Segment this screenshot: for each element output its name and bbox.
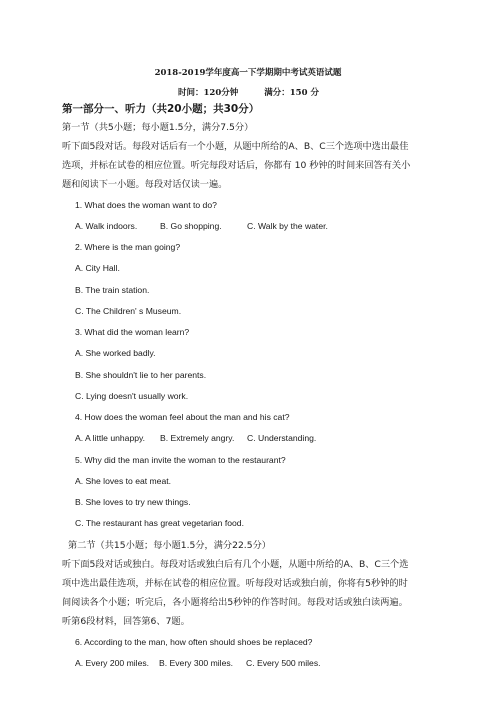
section2-instruction-line: 项中选出最佳选项，并标在试卷的相应位置。听每段对话或独白前，你将有5秒钟的时 bbox=[62, 578, 408, 589]
exam-time: 时间：120分钟 bbox=[178, 88, 239, 98]
option: B. Extremely angry. bbox=[160, 433, 235, 443]
option: A. Every 200 miles. bbox=[75, 658, 150, 668]
option: B. The train station. bbox=[75, 285, 150, 295]
option: B. She shouldn't lie to her parents. bbox=[75, 370, 207, 380]
option: C. Every 500 miles. bbox=[246, 658, 321, 668]
option: A. Walk indoors. bbox=[75, 221, 138, 231]
exam-title: 2018-2019学年度高一下学期期中考试英语试题 bbox=[154, 68, 342, 78]
section1-instruction-line: 选项，并标在试卷的相应位置。听完每段对话后，你都有 10 秒钟的时间来回答有关小 bbox=[62, 160, 411, 171]
option: A. City Hall. bbox=[75, 263, 120, 273]
section1-title: 第一节（共5小题；每小题1.5分，满分7.5分） bbox=[62, 122, 254, 133]
option-row bbox=[75, 658, 321, 668]
option: A. A little unhappy. bbox=[75, 433, 146, 443]
question-stem: 6. According to the man, how often should shoes be replaced? bbox=[75, 637, 313, 647]
option-row bbox=[75, 221, 328, 231]
question-stem: 3. What did the woman learn? bbox=[75, 327, 190, 337]
option: B. Every 300 miles. bbox=[159, 658, 234, 668]
option: B. Go shopping. bbox=[160, 221, 222, 231]
option: C. Understanding. bbox=[247, 433, 317, 443]
section2-instruction-line: 听第6段材料，回答第6、7题。 bbox=[62, 616, 190, 627]
section2-instruction-line: 听下面5段对话或独白。每段对话或独白后有几个小题，从题中所给的A、B、C三个选 bbox=[62, 559, 409, 570]
section1-instruction-line: 听下面5段对话。每段对话后有一个小题，从题中所给的A、B、C三个选项中选出最佳 bbox=[62, 141, 409, 152]
section2-instruction-line: 间阅读各个小题；听完后，各小题将给出5秒钟的作答时间。每段对话或独白读两遍。 bbox=[62, 597, 408, 608]
section2-title: 第二节（共15小题；每小题1.5分，满分22.5分） bbox=[68, 540, 271, 551]
option: C. The restaurant has great vegetarian food. bbox=[75, 518, 244, 528]
question-stem: 5. Why did the man invite the woman to the restaurant? bbox=[75, 455, 286, 465]
exam-score: 满分：150 分 bbox=[264, 88, 319, 98]
option: C. Lying doesn't usually work. bbox=[75, 391, 189, 401]
option: C. The Children' s Museum. bbox=[75, 306, 182, 316]
part1-heading: 第一部分一、听力（共20小题；共30分） bbox=[62, 103, 260, 115]
option: A. She loves to eat meat. bbox=[75, 476, 172, 486]
option: B. She loves to try new things. bbox=[75, 497, 191, 507]
question-stem: 2. Where is the man going? bbox=[75, 242, 181, 252]
question-stem: 1. What does the woman want to do? bbox=[75, 200, 217, 210]
option: A. She worked badly. bbox=[75, 348, 156, 358]
section1-instruction-line: 题和阅读下一小题。每段对话仅读一遍。 bbox=[62, 179, 228, 190]
option: C. Walk by the water. bbox=[247, 221, 328, 231]
exam-meta bbox=[178, 86, 319, 98]
question-stem: 4. How does the woman feel about the man and his cat? bbox=[75, 412, 290, 422]
option-row bbox=[75, 433, 316, 443]
